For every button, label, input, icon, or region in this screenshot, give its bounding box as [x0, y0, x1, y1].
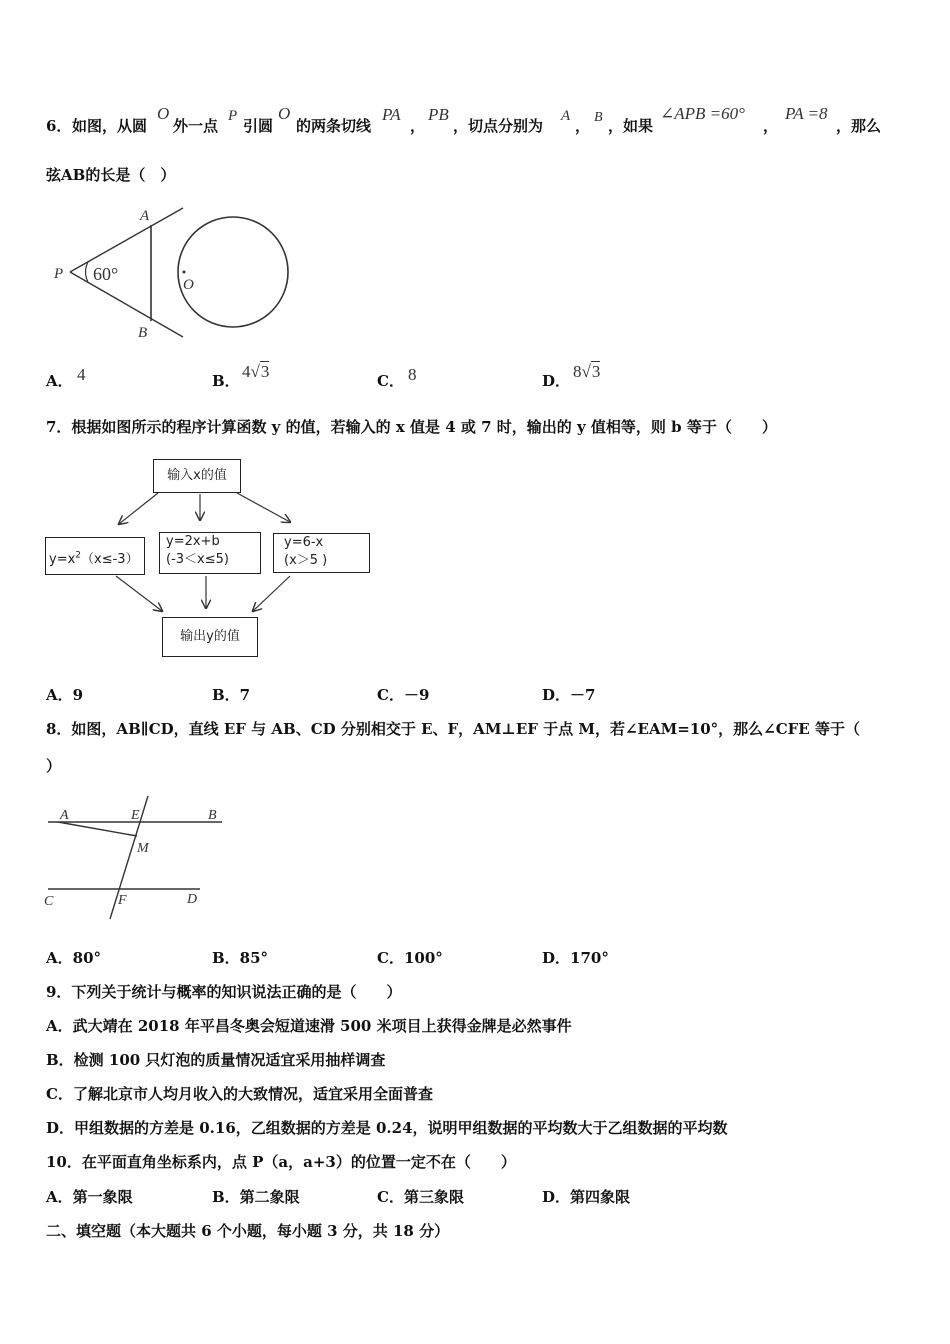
fig6-label-O: O — [183, 277, 194, 293]
q6-comma-2: ， — [575, 117, 591, 135]
q7-option-d[interactable]: D．－7 — [542, 686, 596, 704]
q7-option-b[interactable]: B．7 — [212, 686, 251, 704]
q6-option-c-value: 8 — [408, 365, 417, 384]
q6-math-A: A — [561, 108, 571, 124]
q8-option-c[interactable]: C．100° — [377, 949, 443, 967]
q6-text-7: ，那么 — [836, 117, 882, 135]
q7-option-c[interactable]: C．－9 — [377, 686, 430, 704]
q6-math-O: O — [157, 104, 170, 123]
q6-option-d-value: 8√3 — [573, 362, 601, 381]
q6-option-b-radicand: 3 — [260, 362, 270, 381]
fig8-label-B: B — [208, 808, 217, 823]
q6-text-4: 的两条切线 — [296, 117, 372, 135]
q10-stem: 10．在平面直角坐标系内，点 P（a，a+3）的位置一定不在（ ） — [46, 1153, 516, 1171]
fig8-label-E: E — [131, 808, 140, 823]
q6-option-d-radicand: 3 — [591, 362, 601, 381]
q6-math-PA: PA — [382, 105, 401, 124]
fig8-label-C: C — [44, 894, 54, 909]
flow-left-exponent: 2 — [75, 551, 82, 561]
fig6-label-A: A — [140, 208, 150, 224]
q6-option-c-label: C． — [377, 372, 404, 390]
q6-text-line2: 弦AB的长是（ ） — [46, 166, 176, 184]
flow-input-box — [153, 459, 241, 493]
fig6-label-P: P — [54, 266, 64, 282]
q6-math-pa8: PA =8 — [785, 104, 828, 123]
q10-option-d[interactable]: D．第四象限 — [542, 1188, 631, 1206]
q9-option-b[interactable]: B．检测 100 只灯泡的质量情况适宜采用抽样调查 — [46, 1051, 386, 1069]
flow-left-text — [49, 552, 139, 567]
flow-middle-box — [159, 532, 261, 574]
flow-left-expr: y=x — [49, 552, 76, 568]
q8-parallel-figure — [40, 794, 230, 924]
q6-text-5: ，切点分别为 — [453, 117, 544, 135]
q6-text-6: ，如果 — [608, 117, 654, 135]
flow-middle-line1: y=2x+b — [166, 534, 220, 549]
q7-option-a[interactable]: A．9 — [46, 686, 84, 704]
q6-math-PB: PB — [428, 105, 449, 124]
flow-input-text: 输入x的值 — [167, 468, 227, 483]
flow-output-box — [162, 617, 258, 657]
q6-comma-1: ， — [410, 117, 426, 135]
q6-option-d-coef: 8 — [573, 362, 582, 381]
q10-option-b[interactable]: B．第二象限 — [212, 1188, 300, 1206]
flow-left-box — [45, 537, 145, 575]
fig8-label-F: F — [118, 893, 127, 908]
q6-option-b-coef: 4 — [242, 362, 251, 381]
q8-option-d[interactable]: D．170° — [542, 949, 609, 967]
q9-stem: 9．下列关于统计与概率的知识说法正确的是（ ） — [46, 983, 402, 1001]
section-heading: 二、填空题（本大题共 6 个小题，每小题 3 分，共 18 分） — [46, 1222, 450, 1240]
q8-option-a[interactable]: A．80° — [46, 949, 102, 967]
q6-math-angle: ∠APB =60° — [660, 104, 745, 123]
line-am — [58, 822, 137, 836]
q6-math-O2: O — [278, 104, 291, 123]
fig6-label-B: B — [138, 325, 148, 341]
q6-option-a-label: A． — [46, 372, 73, 390]
flow-right-line1: y=6-x — [284, 535, 324, 550]
q6-option-b-value: 4√3 — [242, 362, 270, 381]
fig8-label-D: D — [187, 892, 198, 907]
q6-math-P: P — [228, 108, 238, 124]
q6-option-d-label: D． — [542, 372, 571, 390]
flow-right-line2: (x＞5 ) — [284, 553, 328, 568]
q6-comma-3: ， — [763, 117, 779, 135]
q10-option-a[interactable]: A．第一象限 — [46, 1188, 133, 1206]
flow-right-box — [273, 533, 370, 573]
q6-math-B: B — [594, 110, 603, 125]
q8-stem-line2: ） — [46, 757, 62, 775]
fig8-label-A: A — [60, 808, 69, 823]
q6-text-2: 外一点 — [173, 117, 219, 135]
flow-output-text: 输出y的值 — [180, 629, 240, 644]
line-ef — [110, 796, 148, 919]
q9-option-c[interactable]: C．了解北京市人均月收入的大致情况，适宜采用全面普查 — [46, 1085, 433, 1103]
flow-left-condition: （x≤-3） — [81, 552, 139, 568]
q6-option-a-value: 4 — [77, 365, 86, 384]
q6-number: 6． — [46, 117, 72, 135]
q6-text-1: 如图，从圆 — [72, 117, 148, 135]
flow-middle-line2: (-3＜x≤5) — [166, 552, 229, 567]
q7-stem: 7．根据如图所示的程序计算函数 y 的值，若输入的 x 值是 4 或 7 时，输出的 y 值相等，则 b 等于（ ） — [46, 418, 777, 436]
fig8-label-M: M — [137, 841, 149, 856]
q10-option-c[interactable]: C．第三象限 — [377, 1188, 464, 1206]
q6-option-b-label: B． — [212, 372, 240, 390]
q6-text-3: 引圆 — [243, 117, 274, 135]
q8-stem-line1: 8．如图，AB∥CD，直线 EF 与 AB、CD 分别相交于 E、F，AM⊥EF 于点 M，若∠EAM=10°，那么∠CFE 等于（ — [46, 720, 860, 738]
q8-option-b[interactable]: B．85° — [212, 949, 269, 967]
q9-option-a[interactable]: A．武大靖在 2018 年平昌冬奥会短道速滑 500 米项目上获得金牌是必然事件 — [46, 1017, 572, 1035]
fig6-angle-label: 60° — [93, 264, 119, 284]
q9-option-d[interactable]: D．甲组数据的方差是 0.16，乙组数据的方差是 0.24，说明甲组数据的平均数大于乙组数据的平均数 — [46, 1119, 728, 1137]
